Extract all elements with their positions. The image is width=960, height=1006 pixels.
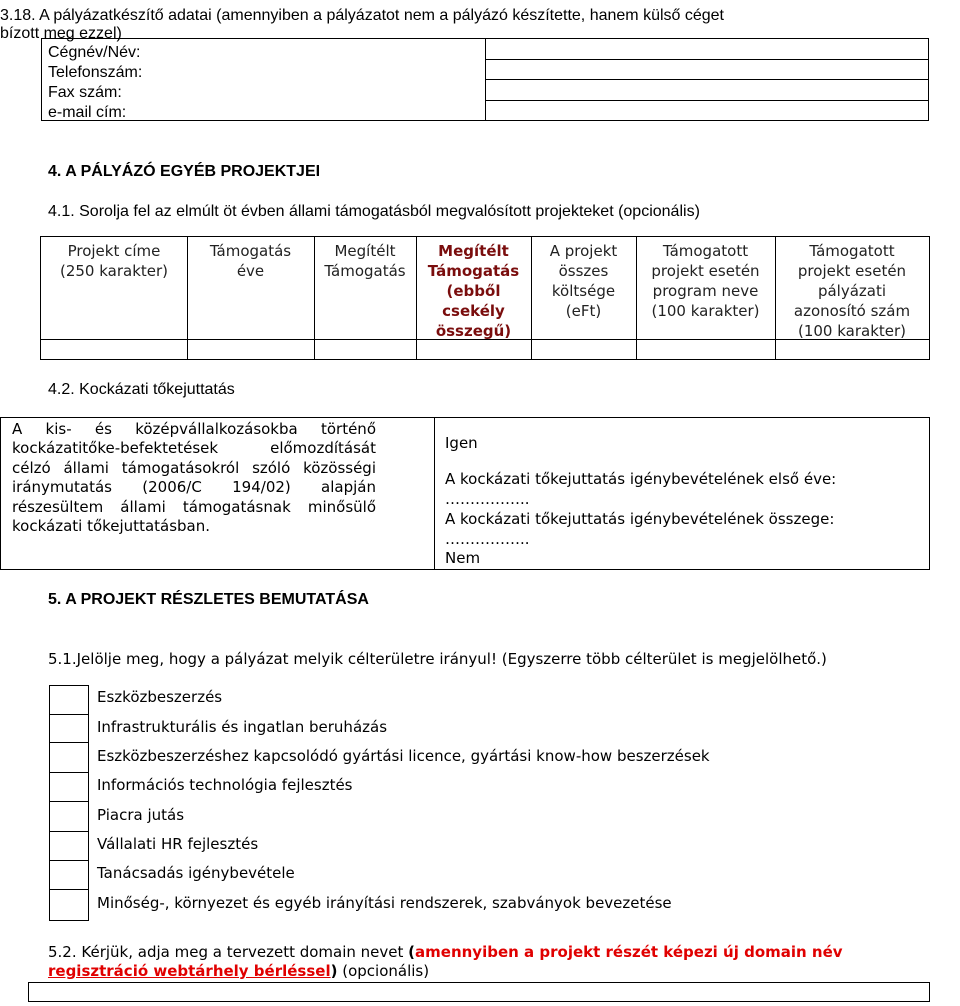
target-checkbox-1[interactable] (49, 685, 89, 715)
section-5-2-heading-line2: regisztráció webtárhely bérléssel) (opcionális) (48, 962, 430, 980)
target-label-4: Információs technológia fejlesztés (97, 776, 353, 794)
field-email-label: e-mail cím: (48, 104, 127, 121)
section-5-heading: 5. A PROJEKT RÉSZLETES BEMUTATÁSA (48, 591, 369, 608)
projects-table (40, 236, 930, 360)
target-label-1: Eszközbeszerzés (97, 688, 223, 706)
target-checkbox-8[interactable] (49, 890, 89, 921)
section-4-1-heading: 4.1. Sorolja fel az elmúlt öt évben állami támogatásból megvalósított projekteket (opcionális) (48, 203, 700, 220)
contact-table (41, 38, 929, 121)
col-header-program-name: Támogatott projekt esetén program neve (100 karakter) (651, 242, 760, 320)
first-year-label: A kockázati tőkejuttatás igénybevételének első éve: (445, 470, 837, 488)
option-yes[interactable]: Igen (445, 434, 478, 452)
col-header-total-cost: A projekt összes költsége (eFt) (549, 242, 618, 320)
domain-name-input[interactable] (28, 982, 930, 1002)
amount-value[interactable]: …………….. (445, 530, 530, 548)
col-header-awarded-support: Megítélt Támogatás (324, 242, 406, 280)
field-company-name-label: Cégnév/Név: (48, 44, 141, 61)
section-4-heading: 4. A PÁLYÁZÓ EGYÉB PROJEKTJEI (48, 163, 321, 180)
option-no[interactable]: Nem (445, 549, 481, 567)
field-phone-label: Telefonszám: (48, 64, 143, 81)
first-year-value[interactable]: …………….. (445, 490, 530, 508)
section-3-18-heading-line2: bízott meg ezzel) (0, 25, 122, 42)
target-checkbox-3[interactable] (49, 743, 89, 773)
section-4-2-heading: 4.2. Kockázati tőkejuttatás (48, 381, 235, 398)
target-checkbox-7[interactable] (49, 861, 89, 890)
target-label-7: Tanácsadás igénybevétele (97, 864, 295, 882)
section-5-1-heading: 5.1.Jelölje meg, hogy a pályázat melyik célterületre irányul! (Egyszerre több célterület is megjelölhető.) (48, 650, 827, 668)
target-label-5: Piacra jutás (97, 806, 185, 824)
col-header-project-title: Projekt címe (250 karakter) (59, 242, 169, 280)
target-label-6: Vállalati HR fejlesztés (97, 835, 259, 853)
target-label-8: Minőség-, környezet és egyéb irányítási rendszerek, szabványok bevezetése (97, 894, 672, 912)
target-label-3: Eszközbeszerzéshez kapcsolódó gyártási licence, gyártási know-how beszerzések (97, 747, 710, 765)
col-header-application-id: Támogatott projekt esetén pályázati azonosító szám (100 karakter) (793, 242, 911, 340)
field-fax-label: Fax szám: (48, 84, 122, 101)
venture-capital-description: A kis- és középvállalkozásokba történő kockázatitőke-befektetések előmozdítását célzó állami támogatásokról szóló közösségi iránymutatás (2006/C 194/02) alapján részesültem állami támogatásnak minősülő kockázati tőkejuttatásban. (12, 420, 376, 536)
amount-label: A kockázati tőkejuttatás igénybevételének összege: (445, 510, 835, 528)
section-3-18-heading-line1: 3.18. A pályázatkészítő adatai (amennyiben a pályázatot nem a pályázó készítette, hanem külső céget (0, 7, 724, 24)
target-checkbox-4[interactable] (49, 773, 89, 802)
col-header-de-minimis-support: Megítélt Támogatás (ebből csekély összegű) (427, 242, 520, 340)
section-5-2-heading-line1: 5.2. Kérjük, adja meg a tervezett domain nevet (amennyiben a projekt részét képezi új domain név (48, 943, 843, 961)
target-checkbox-5[interactable] (49, 802, 89, 832)
target-checkbox-6[interactable] (49, 832, 89, 861)
col-header-support-year: Támogatás éve (209, 242, 292, 280)
target-label-2: Infrastrukturális és ingatlan beruházás (97, 718, 388, 736)
target-checkbox-2[interactable] (49, 715, 89, 743)
